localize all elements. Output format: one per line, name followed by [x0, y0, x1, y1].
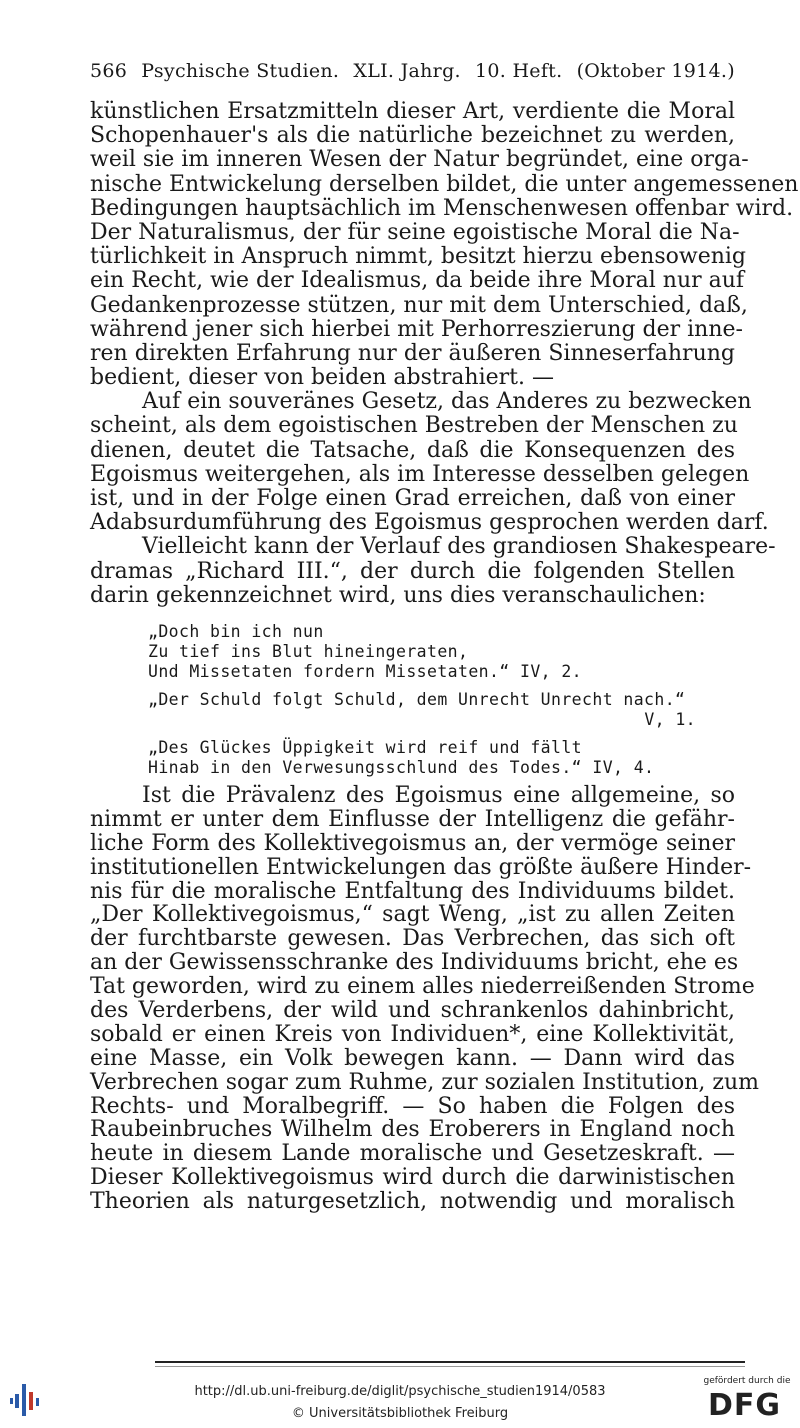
page-number: 566: [90, 60, 128, 82]
issue: 10. Heft.: [474, 60, 563, 82]
quote-line: Und Missetaten fordern Missetaten.“ IV, 2.: [148, 662, 583, 681]
quotations: [148, 622, 696, 786]
text-line: Schopenhauer's als die natürliche bezeichnet zu werden,: [90, 123, 735, 149]
text-line: während jener sich hierbei mit Perhorreszierung der inne-: [90, 316, 743, 342]
footer-divider: [155, 1361, 745, 1363]
quote-block: [148, 690, 696, 730]
text-line: „Der Kollektivegoismus,“ sagt Weng, „ist zu allen Zeiten: [90, 902, 735, 928]
volume: XLI. Jahrg.: [353, 60, 461, 82]
quote-reference: V, 1.: [644, 710, 696, 729]
text-line: Bedingungen hauptsächlich im Menschenwesen offenbar wird.: [90, 195, 794, 221]
text-line: an der Gewissensschranke des Individuums bricht, ehe es: [90, 950, 739, 976]
text-line: Raubeinbruches Wilhelm des Eroberers in England noch: [90, 1117, 735, 1143]
text-line: nimmt er unter dem Einflusse der Intelligenz die gefähr-: [90, 806, 735, 832]
running-header: [90, 60, 735, 82]
text-line: ein Recht, wie der Idealismus, da beide ihre Moral nur auf: [90, 268, 745, 294]
text-line: Gedankenprozesse stützen, nur mit dem Unterschied, daß,: [90, 292, 748, 318]
text-line: dramas „Richard III.“, der durch die folgenden Stellen: [90, 558, 735, 584]
body-text-lower: [90, 783, 760, 1215]
text-line: ren direkten Erfahrung nur der äußeren Sinneserfahrung: [90, 340, 735, 366]
text-line: Verbrechen sogar zum Ruhme, zur sozialen Institution, zum: [90, 1069, 760, 1095]
text-line: Theorien als naturgesetzlich, notwendig und moralisch: [90, 1189, 735, 1215]
dfg-caption: gefördert durch die: [703, 1376, 791, 1386]
text-line: Dieser Kollektivegoismus wird durch die darwinistischen: [90, 1165, 735, 1191]
quote-block: [148, 738, 696, 778]
quote-block: [148, 622, 696, 682]
text-line: ist, und in der Folge einen Grad erreichen, daß von einer: [90, 486, 735, 511]
text-line: scheint, als dem egoistischen Bestreben der Menschen zu: [90, 413, 738, 439]
text-line: türlichkeit in Anspruch nimmt, besitzt hierzu ebensowenig: [90, 244, 747, 270]
text-line: eine Masse, ein Volk bewegen kann. — Dann wird das: [90, 1045, 735, 1071]
text-line: dienen, deutet die Tatsache, daß die Konsequenzen des: [90, 437, 735, 463]
text-line: liche Form des Kollektivegoismus an, der vermöge seiner: [90, 830, 735, 856]
text-line: künstlichen Ersatzmitteln dieser Art, verdiente die Moral: [90, 99, 735, 124]
text-line: der furchtbarste gewesen. Das Verbrechen, das sich oft: [90, 926, 735, 952]
text-line: bedient, dieser von beiden abstrahiert. —: [90, 365, 554, 391]
text-line: nische Entwickelung derselben bildet, die unter angemessenen: [90, 171, 799, 197]
text-line: Der Naturalismus, der für seine egoistische Moral die Na-: [90, 219, 740, 245]
text-line: Adabsurdumführung des Egoismus gesprochen werden darf.: [90, 510, 769, 536]
journal-title: Psychische Studien.: [141, 60, 340, 82]
text-line: Ist die Prävalenz des Egoismus eine allgemeine, so: [142, 783, 735, 808]
text-line: des Verderbens, der wild und schrankenlos dahinbricht,: [90, 998, 735, 1024]
text-line: sobald er einen Kreis von Individuen*, eine Kollektivität,: [90, 1021, 735, 1047]
quote-line: „Der Schuld folgt Schuld, dem Unrecht Unrecht nach.“: [148, 690, 686, 709]
text-line: nis für die moralische Entfaltung des Individuums bildet.: [90, 878, 735, 904]
text-line: Egoismus weitergehen, als im Interesse desselben gelegen: [90, 461, 750, 487]
text-line: institutionellen Entwickelungen das größte äußere Hinder-: [90, 854, 752, 880]
text-line: weil sie im inneren Wesen der Natur begründet, eine orga-: [90, 147, 749, 173]
body-text-upper: [90, 99, 799, 608]
quote-line: Zu tief ins Blut hineingeraten,: [148, 642, 469, 661]
text-line: Auf ein souveränes Gesetz, das Anderes zu bezwecken: [142, 389, 752, 415]
footer-divider-thin: [155, 1366, 745, 1367]
issue-date: (Oktober 1914.): [576, 60, 735, 82]
text-line: Vielleicht kann der Verlauf des grandiosen Shakespeare-: [142, 534, 776, 560]
dfg-wordmark: DFG: [708, 1388, 782, 1423]
permalink-url[interactable]: http://dl.ub.uni-freiburg.de/diglit/psychische_studien1914/0583: [194, 1384, 606, 1399]
text-line: darin gekennzeichnet wird, uns dies veranschaulichen:: [90, 582, 706, 608]
text-line: Tat geworden, wird zu einem alles niederreißenden Strome: [90, 974, 755, 1000]
quote-line: Hinab in den Verwesungsschlund des Todes.“ IV, 4.: [148, 758, 655, 777]
dfg-logo-icon: [702, 1376, 792, 1424]
copyright-notice: © Universitätsbibliothek Freiburg: [291, 1406, 509, 1421]
text-line: heute in diesem Lande moralische und Gesetzeskraft. —: [90, 1141, 735, 1167]
text-line: Rechts- und Moralbegriff. — So haben die Folgen des: [90, 1093, 735, 1119]
quote-line: „Doch bin ich nun: [148, 622, 324, 641]
quote-line: „Des Glückes Üppigkeit wird reif und fällt: [148, 738, 583, 757]
